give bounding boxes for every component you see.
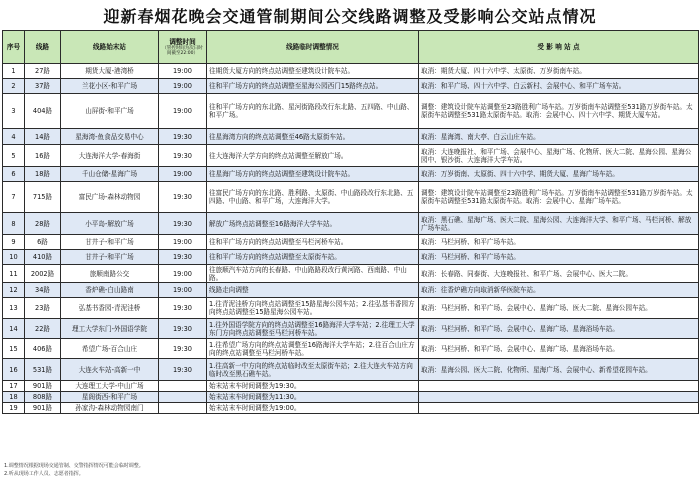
header-seq: 序号	[3, 31, 25, 64]
row-line: 6路	[25, 235, 61, 250]
row-seq: 18	[3, 392, 25, 403]
row-stops: 取消：马栏河桥、和平广场、会展中心、星海广场、医大二院、星海公园车站。	[419, 298, 699, 319]
table-row	[3, 339, 699, 359]
row-endpoints: 甘井子-和平广场	[61, 235, 159, 250]
row-endpoints: 小平岛-解放广场	[61, 213, 159, 235]
row-line: 27路	[25, 64, 61, 79]
row-change: 往和平广场方向的终点站调整至太原街车站。	[207, 250, 419, 265]
row-endpoints: 千山仓储-星海广场	[61, 167, 159, 182]
row-change: 始末站末车时间调整为19:00。	[207, 403, 419, 414]
table-row	[3, 298, 699, 319]
row-line: 34路	[25, 283, 61, 298]
row-time	[159, 392, 207, 403]
row-change: 1.往希望广场方向的终点站调整至16路海洋大学车站；2.往百合山庄方向的终点站调整至马栏河桥车站。	[207, 339, 419, 359]
row-seq: 14	[3, 319, 25, 339]
row-seq: 6	[3, 167, 25, 182]
row-change: 往富民广场方向的东北路、胜利路、太原街、中山路段改行东北路、五四路、中山路、和平广场，大连海洋大学。	[207, 182, 419, 213]
table-row	[3, 392, 699, 403]
row-stops: 取消：星海公园、医大二院、化物所、星海广场、会展中心、新希望花园车站。	[419, 359, 699, 381]
table-row	[3, 182, 699, 213]
row-endpoints: 山屏街-和平广场	[61, 94, 159, 129]
row-change: 往大连海洋大学方向的终点站调整至解放广场。	[207, 145, 419, 167]
row-change: 往星海广场方向的终点站调整至建筑设计院车站。	[207, 167, 419, 182]
row-stops: 取消：黑石礁、星海广场、医大二院、星海公园、大连海洋大学、和平广场、马栏河桥、解放广场车站。	[419, 213, 699, 235]
row-seq: 9	[3, 235, 25, 250]
row-seq: 7	[3, 182, 25, 213]
row-line: 808路	[25, 392, 61, 403]
row-line: 406路	[25, 339, 61, 359]
row-endpoints: 大连理工大学-中山广场	[61, 381, 159, 392]
table-row	[3, 79, 699, 94]
table-row	[3, 129, 699, 145]
row-endpoints: 香炉礁-白山路南	[61, 283, 159, 298]
footnote-1: 1.调整情况根据现场交通管制、交警指挥情况可能会临时调整。	[4, 463, 144, 469]
row-stops: 取消：大连晚报社、和平广场、会展中心、星海广场、化物所、医大二院、星海公园、星海公园中、银沙街、大连海洋大学车站。	[419, 145, 699, 167]
row-seq: 2	[3, 79, 25, 94]
table-row	[3, 94, 699, 129]
row-time: 19:30	[159, 213, 207, 235]
row-seq: 12	[3, 283, 25, 298]
row-line: 404路	[25, 94, 61, 129]
row-line: 531路	[25, 359, 61, 381]
header-line: 线路	[25, 31, 61, 64]
table-header-row	[3, 31, 699, 64]
row-change: 往和平广场方向的终点站调整至星海公园西门15路终点站。	[207, 79, 419, 94]
row-time: 19:30	[159, 145, 207, 167]
row-line: 14路	[25, 129, 61, 145]
row-seq: 1	[3, 64, 25, 79]
row-stops	[419, 392, 699, 403]
row-stops: 取消：星海湾、南大亭、白云山庄车站。	[419, 129, 699, 145]
row-change: 往星海湾方向的终点站调整至46路太原街车站。	[207, 129, 419, 145]
row-time: 19:00	[159, 64, 207, 79]
table-row	[3, 235, 699, 250]
row-time: 19:30	[159, 298, 207, 319]
row-change: 1.往青泥洼桥方向终点站调整至15路星海公园车站；2.往弘基书香园方向终点站调整至15路星海公园车站。	[207, 298, 419, 319]
row-line: 37路	[25, 79, 61, 94]
row-seq: 8	[3, 213, 25, 235]
page-title: 迎新春烟花晚会交通管制期间公交线路调整及受影响公交站点情况	[103, 6, 597, 26]
header-endpoints: 线路始末站	[61, 31, 159, 64]
row-line: 2002路	[25, 265, 61, 283]
footnotes	[4, 462, 144, 478]
row-time	[159, 403, 207, 414]
row-stops: 取消：马栏河桥、和平广场车站。	[419, 235, 699, 250]
header-time-label: 调整时间	[169, 38, 196, 46]
row-endpoints: 富民广场-森林动物园	[61, 182, 159, 213]
table-row	[3, 64, 699, 79]
row-time: 19:30	[159, 359, 207, 381]
row-change: 往和平广场方向的终点站调整至马栏河桥车站。	[207, 235, 419, 250]
row-endpoints: 大连火车站-高新一中	[61, 359, 159, 381]
row-change: 往期货大厦方向的终点站调整至建筑设计院车站。	[207, 64, 419, 79]
table-row	[3, 250, 699, 265]
table-row	[3, 283, 699, 298]
table-row	[3, 359, 699, 381]
row-stops	[419, 403, 699, 414]
row-change: 往和平广场方向的东北路、星河街路段改行东北路、五四路、中山路、和平广场。	[207, 94, 419, 129]
row-seq: 17	[3, 381, 25, 392]
row-time: 19:00	[159, 283, 207, 298]
header-stops: 受 影 响 站 点	[419, 31, 699, 64]
row-stops: 取消：马栏河桥、和平广场车站。	[419, 250, 699, 265]
row-time: 19:30	[159, 339, 207, 359]
row-time: 19:30	[159, 129, 207, 145]
row-seq: 10	[3, 250, 25, 265]
row-time: 19:30	[159, 182, 207, 213]
row-endpoints: 希望广场-百合山庄	[61, 339, 159, 359]
row-change: 1.往高新一中方向的终点站临时改至太原街车站；2.往大连火车站方向临时改至黑石礁车站。	[207, 359, 419, 381]
row-endpoints: 弘基书香园-青泥洼桥	[61, 298, 159, 319]
row-endpoints: 星阁街西-和平广场	[61, 392, 159, 403]
row-endpoints: 大连海洋大学-春海街	[61, 145, 159, 167]
table-row	[3, 145, 699, 167]
row-stops: 取消：万岁街南、太原街、四十六中学、期货大厦、星海广场车站。	[419, 167, 699, 182]
row-line: 18路	[25, 167, 61, 182]
row-stops: 取消：马栏河桥、和平广场、会展中心、星海广场、星海浴场车站。	[419, 319, 699, 339]
row-line: 410路	[25, 250, 61, 265]
row-time: 19:30	[159, 250, 207, 265]
row-seq: 19	[3, 403, 25, 414]
row-time: 19:00	[159, 167, 207, 182]
row-endpoints: 兰花小区-和平广场	[61, 79, 159, 94]
table-row	[3, 319, 699, 339]
row-stops: 取消：马栏河桥、和平广场、会展中心、星海广场、星海浴场车站。	[419, 339, 699, 359]
row-stops: 取消：期货大厦、四十六中学、太原街、万岁街南车站。	[419, 64, 699, 79]
table-row	[3, 381, 699, 392]
row-line: 715路	[25, 182, 61, 213]
row-endpoints: 旅顺南路公交	[61, 265, 159, 283]
row-endpoints: 甘井子-和平广场	[61, 250, 159, 265]
row-line: 23路	[25, 298, 61, 319]
row-endpoints: 孙家沟-森林动物园南门	[61, 403, 159, 414]
row-change: 1.往外国语学院方向的终点站调整至16路海洋大学车站；2.往理工大学东门方向终点站调整至马栏河桥车站。	[207, 319, 419, 339]
row-change: 线路走向调整	[207, 283, 419, 298]
header-time-note: （管控时间为次日时间截至22:00）	[162, 46, 203, 56]
row-stops: 取消：长春路、同泰街、大连晚报社、和平广场、会展中心、医大二院。	[419, 265, 699, 283]
row-endpoints: 期货大厦-港湾桥	[61, 64, 159, 79]
row-time: 19:00	[159, 79, 207, 94]
header-time	[159, 31, 207, 64]
row-endpoints: 理工大学东门-外国语学院	[61, 319, 159, 339]
route-table	[2, 30, 699, 414]
table-row	[3, 167, 699, 182]
header-change: 线路临时调整情况	[207, 31, 419, 64]
row-stops: 调整：建筑设计院车站调整至23路胜利广场车站。万岁街南车站调整至531路万岁街车站。太原街车站调整至531路太原街车站。取消：会展中心、星海广场车站。	[419, 182, 699, 213]
row-seq: 4	[3, 129, 25, 145]
footnote-2: 2.听从现场工作人员、志愿者指挥。	[4, 471, 84, 477]
row-seq: 16	[3, 359, 25, 381]
row-line: 22路	[25, 319, 61, 339]
row-seq: 5	[3, 145, 25, 167]
table-row	[3, 213, 699, 235]
row-seq: 11	[3, 265, 25, 283]
row-change: 始末站末车时间调整为19:30。	[207, 381, 419, 392]
row-change: 解放广场终点站调整至16路海洋大学车站。	[207, 213, 419, 235]
row-seq: 3	[3, 94, 25, 129]
row-endpoints: 星海湾-鱼食品交易中心	[61, 129, 159, 145]
row-stops	[419, 381, 699, 392]
row-seq: 15	[3, 339, 25, 359]
row-line: 901路	[25, 381, 61, 392]
row-time: 19:00	[159, 235, 207, 250]
row-time: 19:00	[159, 265, 207, 283]
row-change: 往旅顺汽车站方向的长春路、中山路路段改行黄河路、西南路、中山路。	[207, 265, 419, 283]
row-stops: 取消：往香炉礁方向取消新华医院车站。	[419, 283, 699, 298]
row-stops: 取消：和平广场、四十六中学、白云新村、会展中心、和平广场车站。	[419, 79, 699, 94]
row-time: 19:00	[159, 94, 207, 129]
row-time	[159, 381, 207, 392]
row-stops: 调整：建筑设计院车站调整至23路胜利广场车站。万岁街南车站调整至531路万岁街车站。太原街车站调整至531路太原街车站。取消：会展中心、四十六中学、期货大厦车站。	[419, 94, 699, 129]
row-line: 901路	[25, 403, 61, 414]
row-line: 28路	[25, 213, 61, 235]
row-line: 16路	[25, 145, 61, 167]
row-time: 19:30	[159, 319, 207, 339]
table-row	[3, 403, 699, 414]
row-change: 始末站末车时间调整为11:30。	[207, 392, 419, 403]
table-row	[3, 265, 699, 283]
row-seq: 13	[3, 298, 25, 319]
